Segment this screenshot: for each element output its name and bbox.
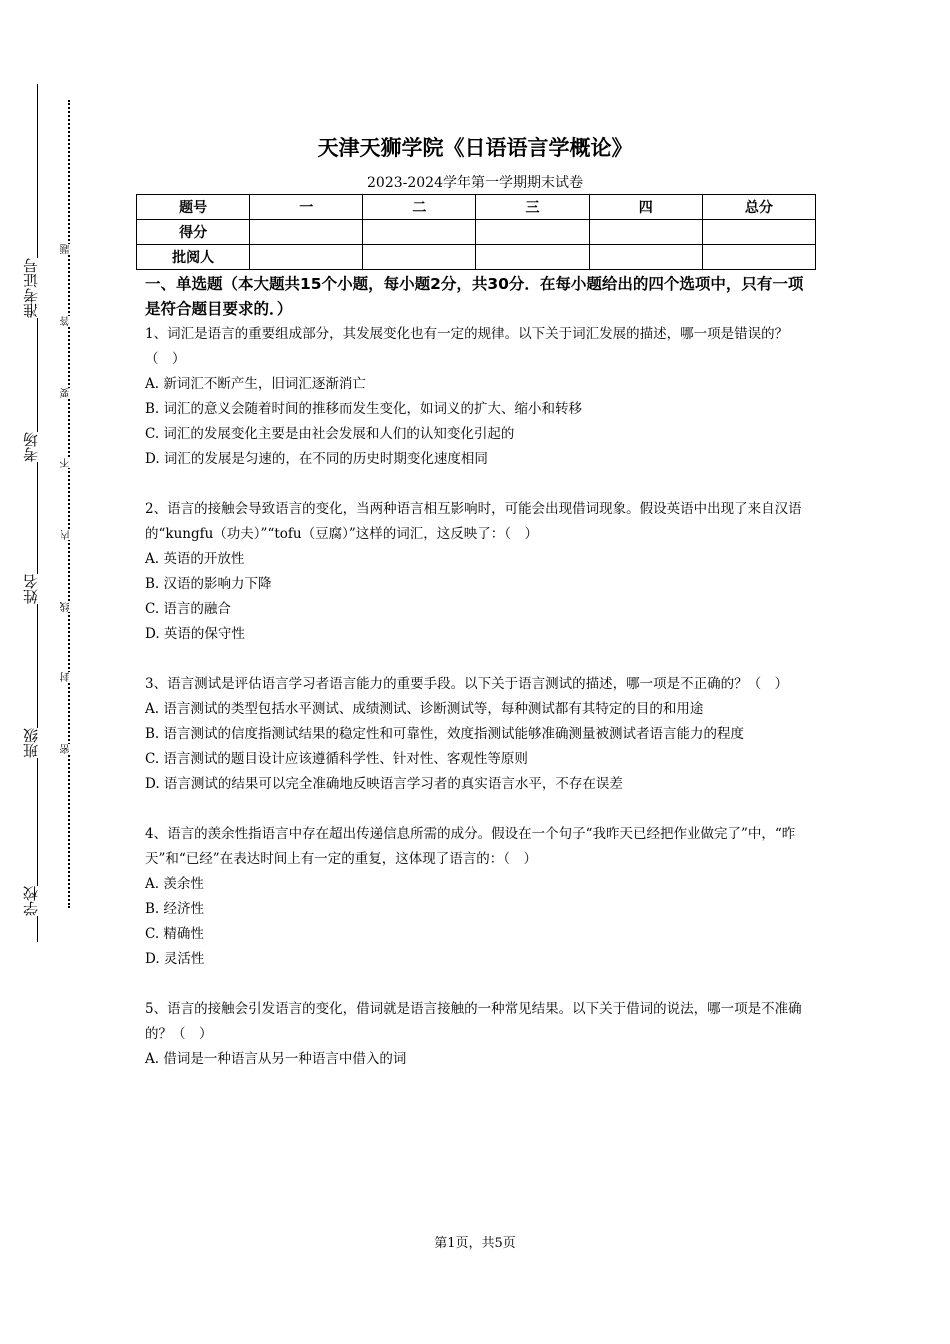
seal-char: 题	[61, 244, 75, 254]
option-b: B. 汉语的影响力下降	[145, 576, 272, 592]
score-table-cell: 三	[476, 195, 589, 220]
option-a: A. 语言测试的类型包括水平测试、成绩测试、诊断测试等，每种测试都有其特定的目的和用途	[145, 701, 704, 717]
option-c: C. 词汇的发展变化主要是由社会发展和人们的认知变化引起的	[145, 426, 515, 442]
score-table-header-row	[137, 195, 816, 220]
score-table-cell: 批阅人	[137, 245, 250, 270]
option-d: D. 英语的保守性	[145, 626, 245, 642]
seal-char: 不	[61, 458, 75, 468]
option-b: B. 词汇的意义会随着时间的推移而发生变化，如词义的扩大、缩小和转移	[145, 401, 583, 417]
score-table-cell: 四	[589, 195, 702, 220]
question-stem: 3、语言测试是评估语言学习者语言能力的重要手段。以下关于语言测试的描述，哪一项是不正确的？（ ）	[145, 676, 789, 692]
score-row	[137, 220, 816, 245]
option-d: D. 词汇的发展是匀速的，在不同的历史时期变化速度相同	[145, 451, 488, 467]
option-a: A. 新词汇不断产生，旧词汇逐渐消亡	[145, 376, 366, 392]
score-table-cell	[476, 245, 589, 270]
page-number: 第1页，共5页	[434, 1236, 516, 1251]
score-table-cell: 得分	[137, 220, 250, 245]
section-heading: 一、单选题（本大题共15个小题，每小题2分，共30分．在每小题给出的四个选项中，只有一项是符合题目要求的．）	[145, 275, 804, 318]
reviewer-row	[137, 245, 816, 270]
score-table-cell	[363, 220, 476, 245]
seal-char: 内	[61, 530, 75, 540]
option-d: D. 语言测试的结果可以完全准确地反映语言学习者的真实语言水平，不存在误差	[145, 776, 623, 792]
score-table-cell	[702, 245, 815, 270]
exam-subtitle: 2023-2024学年第一学期期末试卷	[367, 175, 583, 191]
score-table-cell	[476, 220, 589, 245]
question-stem: 2、语言的接触会导致语言的变化，当两种语言相互影响时，可能会出现借词现象。假设英语中出现了来自汉语的“kungfu（功夫）”“tofu（豆腐）”这样的词汇，这反映了：（ ）	[145, 501, 802, 542]
option-a: A. 羡余性	[145, 876, 204, 892]
question-list	[145, 322, 817, 1097]
seal-dotted-line	[68, 100, 70, 908]
seal-char: 线	[61, 602, 75, 612]
question-3	[145, 672, 817, 797]
seal-char: 要	[61, 388, 75, 398]
option-b: B. 语言测试的信度指测试结果的稳定性和可靠性，效度指测试能够准确测量被测试者语言能力的程度	[145, 726, 745, 742]
question-stem: 5、语言的接触会引发语言的变化，借词就是语言接触的一种常见结果。以下关于借词的说法，哪一项是不准确的？（ ）	[145, 1001, 802, 1042]
question-1	[145, 322, 817, 472]
score-table-cell: 题号	[137, 195, 250, 220]
score-table-cell	[363, 245, 476, 270]
option-c: C. 语言测试的题目设计应该遵循科学性、针对性、客观性等原则	[145, 751, 528, 767]
score-table-cell	[250, 220, 363, 245]
seal-char: 密	[61, 744, 75, 754]
score-table-cell: 总分	[702, 195, 815, 220]
score-table-cell: 一	[250, 195, 363, 220]
question-2	[145, 497, 817, 647]
question-stem: 4、语言的羡余性指语言中存在超出传递信息所需的成分。假设在一个句子“我昨天已经把作业做完了”中，“昨天”和“已经”在表达时间上有一定的重复，这体现了语言的：（ ）	[145, 826, 796, 867]
seal-char: 答	[61, 316, 75, 326]
seal-char: 封	[61, 672, 75, 682]
score-table-cell: 二	[363, 195, 476, 220]
exam-number-label: 准考证号	[23, 258, 45, 318]
option-d: D. 灵活性	[145, 951, 205, 967]
score-table-cell	[589, 245, 702, 270]
question-4	[145, 822, 817, 972]
school-label: 学校	[23, 886, 45, 916]
score-table	[136, 194, 816, 270]
option-c: C. 精确性	[145, 926, 204, 942]
option-a: A. 借词是一种语言从另一种语言中借入的词	[145, 1051, 407, 1067]
score-table-cell	[702, 220, 815, 245]
score-table-cell	[589, 220, 702, 245]
exam-room-label: 考场	[23, 432, 45, 462]
exam-title: 天津天狮学院《日语语言学概论》	[317, 136, 633, 160]
option-b: B. 经济性	[145, 901, 205, 917]
score-table-cell	[250, 245, 363, 270]
question-stem: 1、词汇是语言的重要组成部分，其发展变化也有一定的规律。以下关于词汇发展的描述，哪一项是错误的？（ ）	[145, 326, 789, 367]
class-label: 班级	[23, 728, 45, 758]
option-a: A. 英语的开放性	[145, 551, 245, 567]
name-label: 姓名	[23, 574, 45, 604]
question-5	[145, 997, 817, 1072]
option-c: C. 语言的融合	[145, 601, 231, 617]
binding-line	[37, 84, 38, 942]
